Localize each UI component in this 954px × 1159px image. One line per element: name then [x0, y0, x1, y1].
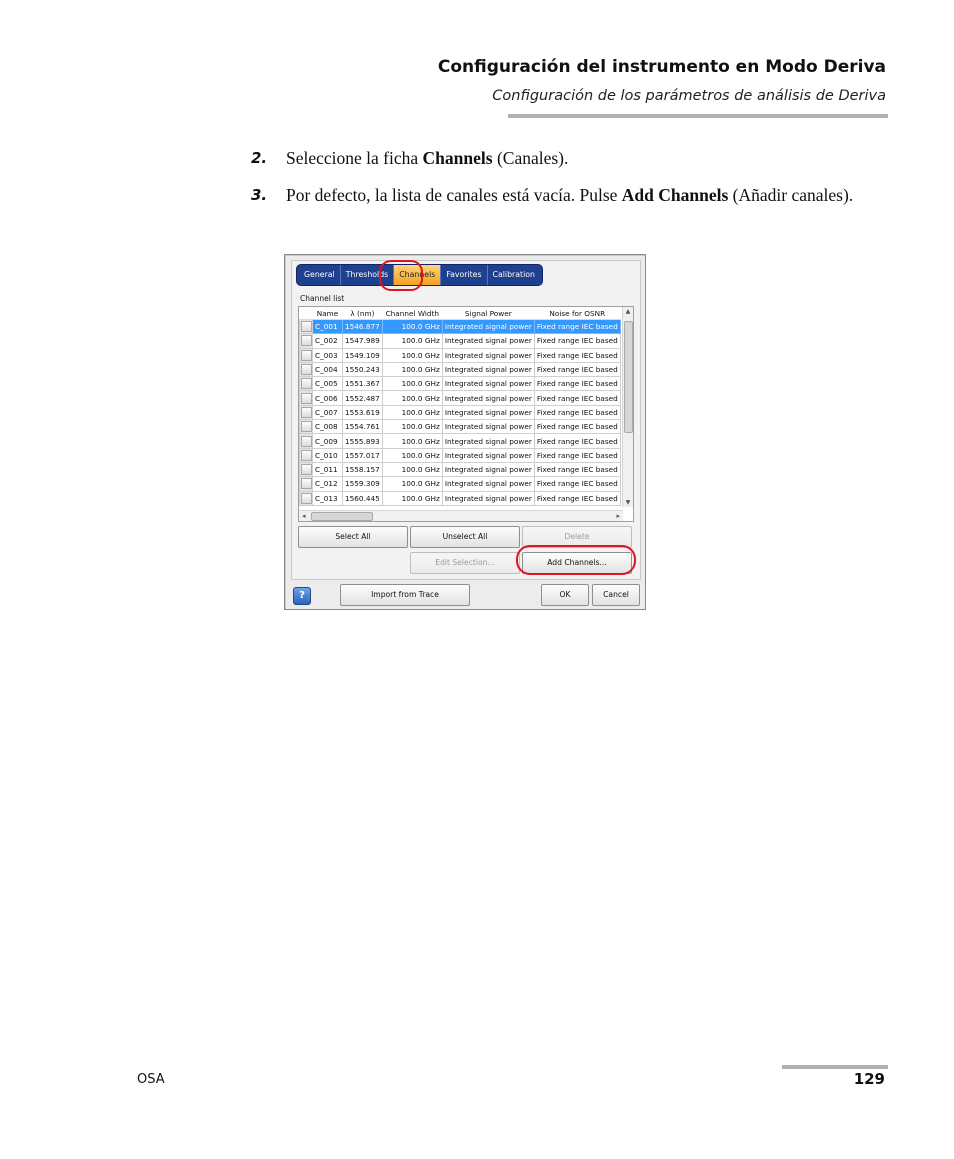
signal-power-cell: Integrated signal power — [442, 334, 534, 348]
row-selector[interactable] — [300, 491, 313, 505]
channel-width-cell: 100.0 GHz — [382, 377, 442, 391]
channel-width-cell: 100.0 GHz — [382, 477, 442, 491]
step-text: Seleccione la ficha Channels (Canales). — [286, 148, 569, 168]
page-number: 129 — [853, 1070, 885, 1088]
channel-name-cell: C_004 — [313, 362, 343, 376]
tab-calibration[interactable]: Calibration — [492, 270, 535, 279]
table-row[interactable] — [300, 391, 621, 405]
add-channels-button[interactable]: Add Channels... — [522, 552, 632, 574]
row-header-cell — [300, 307, 313, 320]
channel-name-cell: C_013 — [313, 491, 343, 505]
scroll-right-arrow-icon[interactable]: ▸ — [616, 512, 620, 520]
noise-osnr-cell: Fixed range IEC based — [534, 348, 620, 362]
column-header-signal-power[interactable]: Signal Power — [442, 307, 534, 320]
signal-power-cell: Integrated signal power — [442, 348, 534, 362]
row-selector[interactable] — [300, 320, 313, 334]
cancel-button[interactable]: Cancel — [592, 584, 640, 606]
signal-power-cell: Integrated signal power — [442, 420, 534, 434]
signal-power-cell: Integrated signal power — [442, 462, 534, 476]
channel-width-cell: 100.0 GHz — [382, 348, 442, 362]
signal-power-cell: Integrated signal power — [442, 491, 534, 505]
setup-dialog-screenshot — [284, 254, 646, 610]
row-selector-box[interactable] — [301, 393, 312, 404]
channel-name-cell: C_008 — [313, 420, 343, 434]
channel-width-cell: 100.0 GHz — [382, 334, 442, 348]
channel-rows — [300, 320, 621, 506]
wavelength-cell: 1555.893 — [343, 434, 383, 448]
table-row[interactable] — [300, 320, 621, 334]
row-selector-box[interactable] — [301, 464, 312, 475]
header-rule — [508, 114, 888, 118]
row-selector-box[interactable] — [301, 364, 312, 375]
row-selector-box[interactable] — [301, 321, 312, 332]
running-header-title: Configuración del instrumento en Modo Deriva — [437, 57, 886, 77]
channel-name-cell: C_003 — [313, 348, 343, 362]
row-selector[interactable] — [300, 405, 313, 419]
channel-name-cell: C_005 — [313, 377, 343, 391]
noise-osnr-cell: Fixed range IEC based — [534, 320, 620, 334]
step-text: Por defecto, la lista de canales está vacía. Pulse Add Channels (Añadir canales). — [286, 185, 854, 205]
signal-power-cell: Integrated signal power — [442, 391, 534, 405]
channel-grid — [298, 306, 634, 522]
channel-width-cell: 100.0 GHz — [382, 420, 442, 434]
import-from-trace-button[interactable]: Import from Trace — [340, 584, 470, 606]
wavelength-cell: 1553.619 — [343, 405, 383, 419]
wavelength-cell: 1549.109 — [343, 348, 383, 362]
signal-power-cell: Integrated signal power — [442, 405, 534, 419]
table-row[interactable] — [300, 434, 621, 448]
table-row[interactable] — [300, 491, 621, 505]
noise-osnr-cell: Fixed range IEC based — [534, 477, 620, 491]
wavelength-cell: 1560.445 — [343, 491, 383, 505]
tab-thresholds[interactable]: Thresholds — [341, 265, 395, 285]
row-selector-box[interactable] — [301, 421, 312, 432]
horizontal-scroll-thumb[interactable] — [311, 512, 373, 521]
ok-button[interactable]: OK — [541, 584, 589, 606]
row-selector[interactable] — [300, 377, 313, 391]
row-selector-box[interactable] — [301, 450, 312, 461]
step-number: 3. — [251, 186, 268, 204]
row-selector[interactable] — [300, 391, 313, 405]
row-selector[interactable] — [300, 448, 313, 462]
noise-osnr-cell: Fixed range IEC based — [534, 362, 620, 376]
wavelength-cell: 1554.761 — [343, 420, 383, 434]
signal-power-cell: Integrated signal power — [442, 362, 534, 376]
row-selector-box[interactable] — [301, 407, 312, 418]
table-row[interactable] — [300, 405, 621, 419]
channel-table — [299, 307, 621, 506]
table-row[interactable] — [300, 448, 621, 462]
scroll-left-arrow-icon[interactable]: ◂ — [302, 512, 306, 520]
signal-power-cell: Integrated signal power — [442, 320, 534, 334]
running-header-subtitle: Configuración de los parámetros de análisis de Deriva — [492, 88, 886, 104]
channel-width-cell: 100.0 GHz — [382, 362, 442, 376]
table-row[interactable] — [300, 477, 621, 491]
scroll-up-arrow-icon[interactable]: ▲ — [625, 308, 631, 315]
dialog-content — [291, 260, 641, 580]
add-channels-highlight — [516, 545, 636, 575]
wavelength-cell: 1547.989 — [343, 334, 383, 348]
row-selector[interactable] — [300, 462, 313, 476]
wavelength-cell: 1559.309 — [343, 477, 383, 491]
wavelength-cell: 1546.877 — [343, 320, 383, 334]
help-button[interactable]: ? — [293, 587, 311, 605]
noise-osnr-cell: Fixed range IEC based — [534, 448, 620, 462]
row-selector-box[interactable] — [301, 493, 312, 504]
channel-name-cell: C_009 — [313, 434, 343, 448]
delete-button[interactable]: Delete — [522, 526, 632, 548]
tab-general[interactable]: General — [299, 265, 341, 285]
noise-osnr-cell: Fixed range IEC based — [534, 391, 620, 405]
wavelength-cell: 1550.243 — [343, 362, 383, 376]
vertical-scrollbar[interactable] — [622, 307, 633, 507]
wavelength-cell: 1552.487 — [343, 391, 383, 405]
channel-name-cell: C_001 — [313, 320, 343, 334]
table-row[interactable] — [300, 362, 621, 376]
tab-channels[interactable]: Channels — [394, 265, 441, 285]
row-selector-box[interactable] — [301, 436, 312, 447]
table-header-row — [300, 307, 621, 320]
channel-width-cell: 100.0 GHz — [382, 448, 442, 462]
table-row[interactable] — [300, 420, 621, 434]
unselect-all-button[interactable]: Unselect All — [410, 526, 520, 548]
noise-osnr-cell: Fixed range IEC based — [534, 405, 620, 419]
signal-power-cell: Integrated signal power — [442, 434, 534, 448]
noise-osnr-cell: Fixed range IEC based — [534, 491, 620, 505]
table-row[interactable] — [300, 334, 621, 348]
row-selector[interactable] — [300, 348, 313, 362]
select-all-button[interactable]: Select All — [298, 526, 408, 548]
noise-osnr-cell: Fixed range IEC based — [534, 420, 620, 434]
wavelength-cell: 1558.157 — [343, 462, 383, 476]
signal-power-cell: Integrated signal power — [442, 448, 534, 462]
vertical-scroll-thumb[interactable] — [624, 321, 633, 433]
channel-name-cell: C_006 — [313, 391, 343, 405]
noise-osnr-cell: Fixed range IEC based — [534, 434, 620, 448]
channel-width-cell: 100.0 GHz — [382, 405, 442, 419]
channel-width-cell: 100.0 GHz — [382, 462, 442, 476]
row-selector[interactable] — [300, 334, 313, 348]
horizontal-scrollbar[interactable] — [299, 510, 623, 521]
step-number: 2. — [251, 149, 268, 167]
signal-power-cell: Integrated signal power — [442, 477, 534, 491]
row-selector-box[interactable] — [301, 335, 312, 346]
channel-name-cell: C_007 — [313, 405, 343, 419]
row-selector[interactable] — [300, 362, 313, 376]
row-selector-box[interactable] — [301, 350, 312, 361]
noise-osnr-cell: Fixed range IEC based — [534, 462, 620, 476]
channel-width-cell: 100.0 GHz — [382, 391, 442, 405]
footer-rule — [782, 1065, 888, 1069]
channel-name-cell: C_011 — [313, 462, 343, 476]
channel-list-label: Channel list — [300, 294, 345, 303]
signal-power-cell: Integrated signal power — [442, 377, 534, 391]
column-header-wavelength[interactable]: λ (nm) — [343, 307, 383, 320]
row-selector[interactable] — [300, 420, 313, 434]
table-row[interactable] — [300, 462, 621, 476]
row-selector[interactable] — [300, 477, 313, 491]
footer-product: OSA — [137, 1072, 165, 1087]
channel-name-cell: C_010 — [313, 448, 343, 462]
row-selector-box[interactable] — [301, 378, 312, 389]
channel-name-cell: C_012 — [313, 477, 343, 491]
channels-tab-highlight — [379, 260, 423, 291]
channel-width-cell: 100.0 GHz — [382, 320, 442, 334]
wavelength-cell: 1557.017 — [343, 448, 383, 462]
noise-osnr-cell: Fixed range IEC based — [534, 334, 620, 348]
edit-selection-button[interactable]: Edit Selection... — [410, 552, 520, 574]
channel-width-cell: 100.0 GHz — [382, 434, 442, 448]
wavelength-cell: 1551.367 — [343, 377, 383, 391]
channel-name-cell: C_002 — [313, 334, 343, 348]
channel-width-cell: 100.0 GHz — [382, 491, 442, 505]
column-header-noise-osnr[interactable]: Noise for OSNR — [534, 307, 620, 320]
column-header-channel-width[interactable]: Channel Width — [382, 307, 442, 320]
column-header-name[interactable]: Name — [313, 307, 343, 320]
table-row[interactable] — [300, 348, 621, 362]
row-selector[interactable] — [300, 434, 313, 448]
table-row[interactable] — [300, 377, 621, 391]
row-selector-box[interactable] — [301, 478, 312, 489]
tab-favorites[interactable]: Favorites — [441, 265, 487, 285]
scroll-down-arrow-icon[interactable]: ▼ — [625, 499, 631, 506]
noise-osnr-cell: Fixed range IEC based — [534, 377, 620, 391]
